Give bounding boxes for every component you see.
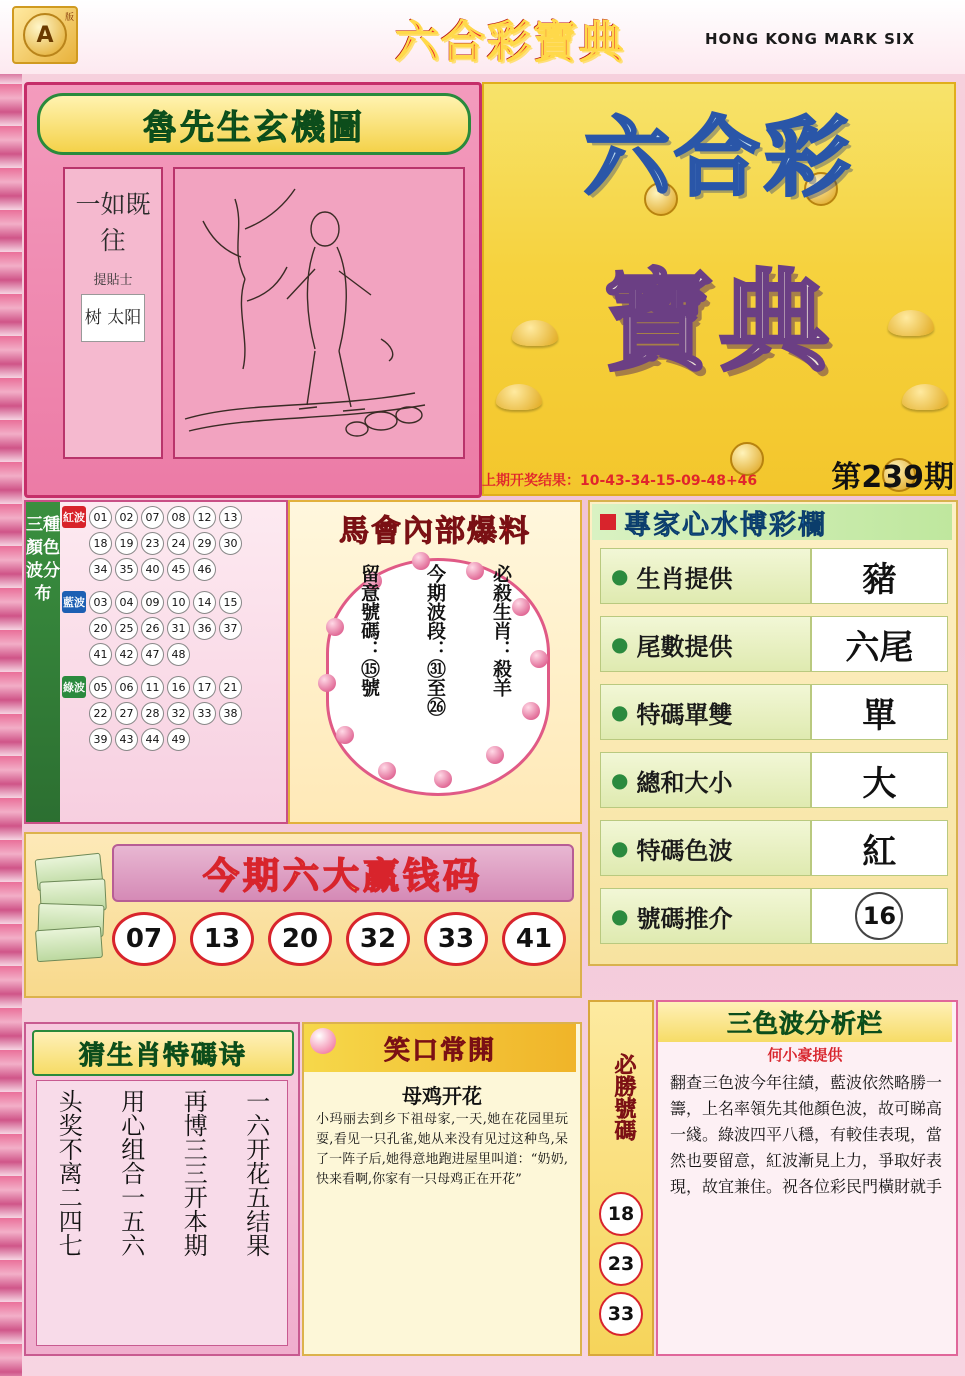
wave-row — [60, 591, 282, 614]
wave-ball: 01 — [89, 506, 112, 529]
inside-tip-col-1: 必殺生肖：殺羊 — [490, 564, 512, 697]
expert-row — [600, 820, 948, 876]
page-title: 六合彩寶典 — [395, 17, 625, 68]
wave-ball: 17 — [193, 676, 216, 699]
wave-ball: 45 — [167, 558, 190, 581]
wave-tag: 綠波 — [62, 676, 86, 698]
wave-ball: 38 — [219, 702, 242, 725]
wave-ball: 07 — [141, 506, 164, 529]
cover-art-line2: 寶典 — [603, 258, 835, 386]
wave-ball: 31 — [167, 617, 190, 640]
wave-row — [60, 532, 282, 555]
wave-row — [60, 676, 282, 699]
tricolor-header — [658, 1002, 952, 1042]
expert-row-label: ● 特碼單雙 — [600, 684, 811, 740]
wave-ball: 18 — [89, 532, 112, 555]
wave-ball: 42 — [115, 643, 138, 666]
wave-ball: 47 — [141, 643, 164, 666]
bullet-dot-icon: ● — [611, 836, 629, 860]
wave-ball: 19 — [115, 532, 138, 555]
wave-ball: 02 — [115, 506, 138, 529]
inside-tip-panel — [288, 500, 582, 824]
inside-tip-col-2: 今期波段：㉛至㉖ — [424, 564, 446, 716]
wave-ball: 05 — [89, 676, 112, 699]
must-win-ball: 23 — [599, 1242, 643, 1286]
six-winning-header — [112, 844, 574, 902]
expert-row — [600, 684, 948, 740]
poem-col-2: 再博三三开本期 — [179, 1089, 208, 1257]
last-results-label: 上期开奖结果： — [482, 473, 580, 489]
zodiac-poem-body — [36, 1080, 288, 1346]
joke-header-text: 笑口常開 — [383, 1035, 496, 1066]
wave-ball: 16 — [167, 676, 190, 699]
mystic-tip-label: 提貼士 — [93, 273, 133, 288]
mystic-vertical-text: 一如既往 — [75, 190, 151, 255]
joke-panel — [302, 1022, 582, 1356]
expert-row-value: 豬 — [811, 548, 948, 604]
wave-ball: 13 — [219, 506, 242, 529]
mystic-panel — [24, 82, 482, 498]
wave-ball: 46 — [193, 558, 216, 581]
wave-row — [60, 617, 282, 640]
wave-ball: 41 — [89, 643, 112, 666]
wave-ball: 26 — [141, 617, 164, 640]
wave-ball: 21 — [219, 676, 242, 699]
expert-row-label: ● 生肖提供 — [600, 548, 811, 604]
wave-ball: 27 — [115, 702, 138, 725]
expert-row-label: ● 尾數提供 — [600, 616, 811, 672]
inside-tip-columns — [336, 564, 534, 786]
color-wave-side-label: 三種顏色波分布 — [26, 502, 60, 822]
tricolor-author: 何小豪提供 — [767, 1046, 843, 1064]
inside-tip-title: 馬會內部爆料 — [339, 514, 531, 549]
wave-ball: 22 — [89, 702, 112, 725]
wave-ball: 20 — [89, 617, 112, 640]
winning-ball: 07 — [112, 912, 176, 966]
wave-ball: 48 — [167, 643, 190, 666]
must-win-ball: 18 — [599, 1192, 643, 1236]
bullet-dot-icon: ● — [611, 632, 629, 656]
expert-row-label: ● 特碼色波 — [600, 820, 811, 876]
poem-col-3: 用心组合一五六 — [116, 1089, 145, 1257]
expert-row-label: ● 總和大小 — [600, 752, 811, 808]
wave-ball: 29 — [193, 532, 216, 555]
poem-col-4: 头奖不离二四七 — [54, 1089, 83, 1257]
wave-ball: 30 — [219, 532, 242, 555]
wave-ball: 14 — [193, 591, 216, 614]
wave-ball: 33 — [193, 702, 216, 725]
must-win-ball: 33 — [599, 1292, 643, 1336]
wave-ball: 09 — [141, 591, 164, 614]
expert-header — [592, 504, 952, 540]
expert-row-value — [811, 888, 948, 944]
edition-badge-letter: A — [23, 13, 67, 57]
wave-ball: 34 — [89, 558, 112, 581]
mystic-side-column — [63, 167, 163, 459]
mystic-illustration — [173, 167, 465, 459]
wave-ball: 40 — [141, 558, 164, 581]
edition-badge — [12, 6, 78, 64]
tricolor-title: 三色波分析栏 — [726, 1009, 883, 1038]
wave-ball: 37 — [219, 617, 242, 640]
bullet-dot-icon: ● — [611, 768, 629, 792]
inside-tip-col-3: 留意號碼：⑮號 — [358, 564, 380, 697]
mystic-caption-box — [37, 93, 471, 155]
wave-ball: 28 — [141, 702, 164, 725]
wave-ball: 12 — [193, 506, 216, 529]
square-bullet-icon — [600, 514, 616, 530]
wave-ball: 23 — [141, 532, 164, 555]
wave-ball: 25 — [115, 617, 138, 640]
cover-art-line1: 六合彩 — [584, 108, 854, 208]
winning-ball: 41 — [502, 912, 566, 966]
page-header — [0, 0, 965, 74]
wave-ball: 24 — [167, 532, 190, 555]
expert-row-value: 六尾 — [811, 616, 948, 672]
wave-ball: 32 — [167, 702, 190, 725]
wave-ball: 39 — [89, 728, 112, 751]
joke-text: 小玛丽去到乡下祖母家,一天,她在花园里玩耍,看见一只孔雀,她从来没有见过这种鸟,呆了一阵子后,她得意地跑进屋里叫道：“奶奶,快来看啊,你家有一只母鸡正在开花” — [316, 1112, 568, 1187]
winning-ball: 20 — [268, 912, 332, 966]
expert-row — [600, 548, 948, 604]
mystic-caption: 魯先生玄機圖 — [143, 107, 365, 148]
wave-row — [60, 506, 282, 529]
expert-row — [600, 616, 948, 672]
bullet-dot-icon: ● — [611, 904, 629, 928]
expert-row — [600, 752, 948, 808]
wave-ball: 04 — [115, 591, 138, 614]
tricolor-body: 翻查三色波今年往績，藍波依然略勝一籌，上名率領先其他顏色波，故可睇高一綫。綠波四平八穩，有較佳表現，當然也要留意，紅波漸見上力，爭取好表現，故宜兼住。祝各位彩民門橫財就手 — [670, 1073, 943, 1196]
expert-panel — [588, 500, 958, 966]
six-winning-balls — [112, 912, 572, 966]
decorative-spine — [0, 0, 22, 1376]
expert-row-label: ● 號碼推介 — [600, 888, 811, 944]
wave-ball: 36 — [193, 617, 216, 640]
must-win-title: 必勝號碼 — [611, 1053, 636, 1141]
wave-tag: 藍波 — [62, 591, 86, 613]
six-winning-numbers-panel — [24, 832, 582, 998]
wave-ball: 49 — [167, 728, 190, 751]
wave-ball: 11 — [141, 676, 164, 699]
recommended-number-ball: 16 — [855, 892, 903, 940]
bullet-dot-icon: ● — [611, 564, 629, 588]
poem-col-1: 一六开花五结果 — [241, 1089, 270, 1257]
last-results — [482, 470, 832, 494]
expert-row-value: 大 — [811, 752, 948, 808]
wave-ball: 44 — [141, 728, 164, 751]
wave-ball: 15 — [219, 591, 242, 614]
wave-row — [60, 728, 282, 751]
wave-tag: 紅波 — [62, 506, 86, 528]
six-winning-title: 今期六大赢钱码 — [202, 855, 483, 897]
wave-ball: 35 — [115, 558, 138, 581]
wave-ball: 08 — [167, 506, 190, 529]
color-wave-panel — [24, 500, 288, 824]
wave-ball: 06 — [115, 676, 138, 699]
joke-title: 母鸡开花 — [402, 1084, 482, 1108]
tricolor-analysis-panel — [656, 1000, 958, 1356]
winning-ball: 32 — [346, 912, 410, 966]
wave-row — [60, 643, 282, 666]
edition-badge-sub: 版 — [64, 13, 74, 23]
money-illustration — [34, 852, 108, 962]
expert-row — [600, 888, 948, 944]
issue-number: 第239期 — [831, 460, 954, 495]
expert-title: 專家心水博彩欄 — [624, 509, 827, 541]
wave-ball: 43 — [115, 728, 138, 751]
wave-row — [60, 558, 282, 581]
wave-row — [60, 702, 282, 725]
zodiac-poem-panel — [24, 1022, 300, 1356]
zodiac-poem-title: 猜生肖特碼诗 — [78, 1040, 247, 1071]
wave-ball: 10 — [167, 591, 190, 614]
speech-bubble-icon — [310, 1028, 336, 1054]
last-results-numbers: 10-43-34-15-09-48+46 — [580, 473, 758, 489]
joke-header — [304, 1024, 576, 1072]
expert-row-value: 單 — [811, 684, 948, 740]
winning-ball: 13 — [190, 912, 254, 966]
zodiac-poem-header — [32, 1030, 294, 1076]
bullet-dot-icon: ● — [611, 700, 629, 724]
expert-row-value: 紅 — [811, 820, 948, 876]
must-win-numbers-panel — [588, 1000, 654, 1356]
color-wave-body — [60, 506, 282, 754]
winning-ball: 33 — [424, 912, 488, 966]
cover-art — [482, 82, 956, 496]
mystic-tip-word: 树 太阳 — [81, 294, 145, 342]
wave-ball: 03 — [89, 591, 112, 614]
english-title: HONG KONG MARK SIX — [705, 30, 916, 48]
